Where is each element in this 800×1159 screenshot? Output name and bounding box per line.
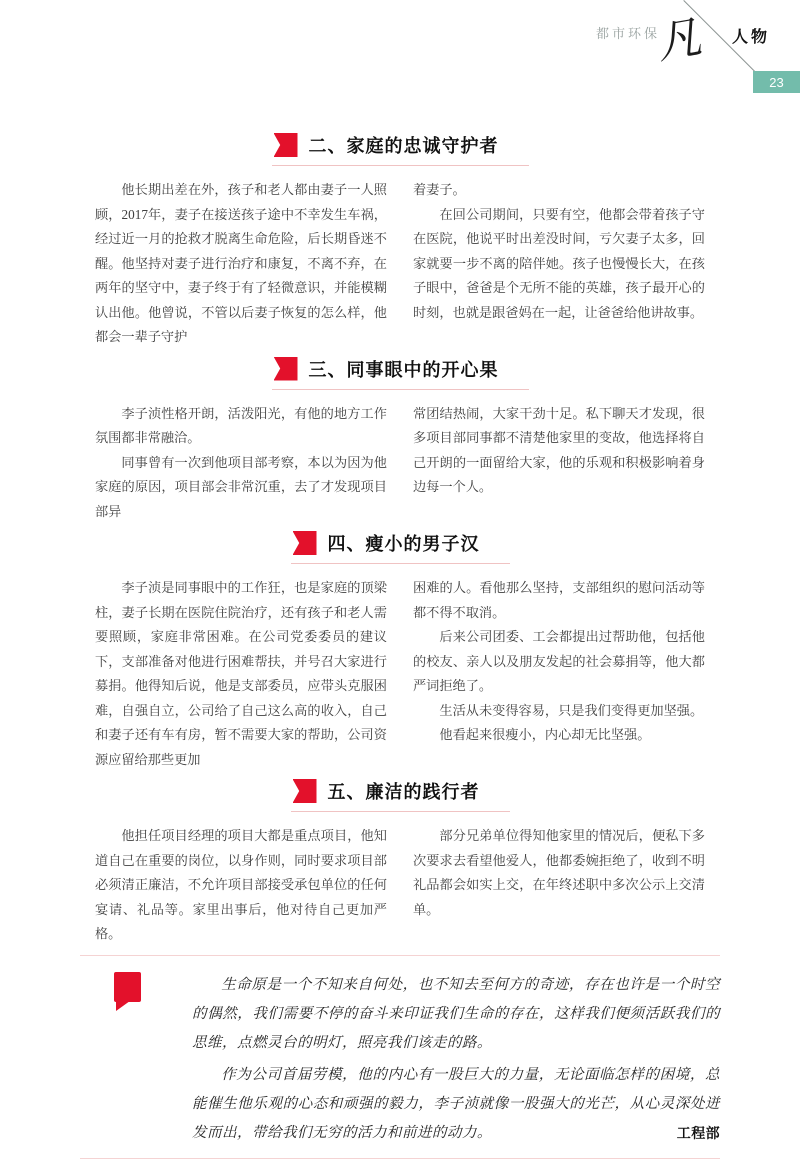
right-column xyxy=(413,576,705,772)
section-header xyxy=(291,530,510,564)
right-column xyxy=(413,402,705,525)
red-flag-icon xyxy=(274,357,298,381)
section-title: 三、同事眼中的开心果 xyxy=(308,359,499,380)
red-flag-icon xyxy=(274,133,298,157)
magazine-brand: 都市环保 xyxy=(596,26,661,41)
calligraphy-logo: 凡 xyxy=(652,11,705,70)
red-flag-icon xyxy=(293,779,317,803)
section-title: 二、家庭的忠诚守护者 xyxy=(308,136,499,156)
article-body xyxy=(95,0,720,1159)
left-column xyxy=(95,824,387,947)
section-integrity-practitioner xyxy=(95,778,705,947)
paragraph: 生活从未变得容易，只是我们变得更加坚强。 xyxy=(439,702,704,718)
pull-quote-box xyxy=(80,955,720,1159)
left-column xyxy=(95,576,387,772)
right-column xyxy=(413,824,705,947)
paragraph: 后来公司团委、工会都提出过帮助他，包括他的校友、亲人以及朋友发起的社会募捐等，他大都严词拒绝了。 xyxy=(413,629,705,693)
section-header xyxy=(272,356,529,390)
quote-paragraph: 生命原是一个不知来自何处，也不知去至何方的奇迹，存在也许是一个时空的偶然，我们需要不停的奋斗来印证我们生命的存在，这样我们便须活跃我们的思维，点燃灵台的明灯，照亮我们该走的路。 xyxy=(192,976,720,1051)
paragraph: 他长期出差在外，孩子和老人都由妻子一人照顾，2017年，妻子在接送孩子途中不幸发生车祸，经过近一月的抢救才脱离生命危险，后长期昏迷不醒。他坚持对妻子进行治疗和康复，不离不弃，在两年的坚守中，妻子终于有了轻微意识，并能模糊认出他。他曾说，不管以后妻子恢复的怎么样，他都会一辈子守护 xyxy=(95,182,387,344)
section-happy-colleague xyxy=(95,356,705,525)
paragraph: 在回公司期间，只要有空，他都会带着孩子守在医院，他说平时出差没时间，亏欠妻子太多，回家就要一步不离的陪伴她。孩子也慢慢长大，在孩子眼中，爸爸是个无所不能的英雄，孩子最开心的时刻，也就是跟爸妈在一起，让爸爸给他讲故事。 xyxy=(413,206,705,320)
section-header xyxy=(291,778,510,812)
quote-text xyxy=(192,971,720,1148)
paragraph: 困难的人。看他那么坚持，支部组织的慰问活动等都不得不取消。 xyxy=(413,580,705,620)
paragraph: 李子浈是同事眼中的工作狂，也是家庭的顶梁柱，妻子长期在医院住院治疗，还有孩子和老人需要照顾，家庭非常困难。在公司党委委员的建议下，支部准备对他进行困难帮扶，并号召大家进行募捐。他得知后说，他是支部委员，应带头克服困难，自强自立，公司给了自己这么高的收入，自己和妻子还有车有房，暂不需要大家的帮助，公司资源应留给那些更加 xyxy=(95,580,387,767)
section-title: 四、瘦小的男子汉 xyxy=(327,534,480,554)
right-column xyxy=(413,178,705,350)
paragraph: 李子浈性格开朗，活泼阳光，有他的地方工作氛围都非常融洽。 xyxy=(95,405,387,445)
paragraph: 他看起来很瘦小，内心却无比坚强。 xyxy=(439,727,651,742)
paragraph: 常团结热闹，大家干劲十足。私下聊天才发现，很多项目部同事都不清楚他家里的变故，他选择将自己开朗的一面留给大家，他的乐观和积极影响着身边每一个人。 xyxy=(413,405,705,494)
red-flag-icon xyxy=(293,531,317,555)
paragraph: 他担任项目经理的项目大都是重点项目，他知道自己在重要的岗位，以身作则，同时要求项目部必须清正廉洁，不允许项目部接受承包单位的任何宴请、礼品等。家里出事后，他对待自己更加严格。 xyxy=(95,828,387,941)
paragraph: 着妻子。 xyxy=(413,182,466,197)
section-title: 五、廉洁的践行者 xyxy=(327,782,480,802)
section-family-guardian xyxy=(95,132,705,350)
page-number-badge: 23 xyxy=(753,71,800,93)
quote-paragraph: 作为公司首届劳模，他的内心有一股巨大的力量，无论面临怎样的困境，总能催生他乐观的心态和顽强的毅力，李子浈就像一股强大的光芒，从心灵深处迸发而出，带给我们无穷的活力和前进的动力。 xyxy=(192,1066,720,1141)
paragraph: 同事曾有一次到他项目部考察，本以为因为他家庭的原因，项目部会非常沉重，去了才发现项目部异 xyxy=(95,454,387,519)
left-column xyxy=(95,178,387,350)
magazine-section-label: 人物 xyxy=(732,29,771,46)
left-column xyxy=(95,402,387,525)
paragraph: 部分兄弟单位得知他家里的情况后，便私下多次要求去看望他爱人，他都委婉拒绝了，收到不明礼品都会如实上交，在年终述职中多次公示上交清单。 xyxy=(413,828,705,917)
quote-mark-icon xyxy=(114,972,141,1002)
attribution: 工程部 xyxy=(676,1124,720,1141)
section-header xyxy=(272,132,529,166)
section-small-tough-man xyxy=(95,530,705,772)
